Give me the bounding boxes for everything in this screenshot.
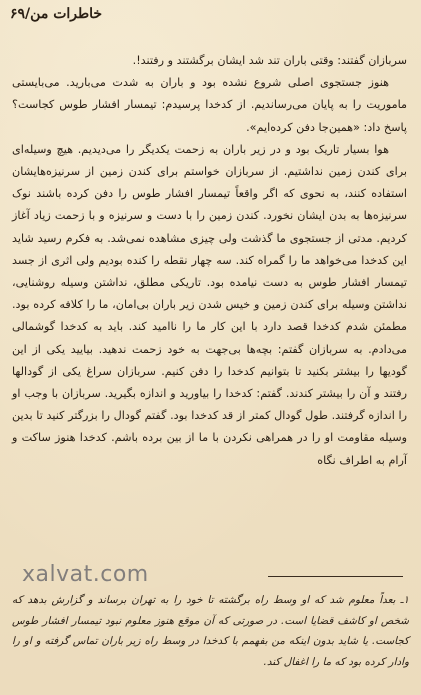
- footnote-divider: [268, 576, 403, 577]
- paragraph: هنوز جستجوی اصلی شروع نشده بود و باران به شدت می‌بارید. می‌بایستی ماموریت را به پایان می‌رساندیم. از کدخدا پرسیدم: تیمسار افشار طوس کجاست؟ پاسخ داد: «همین‌جا دفن کرده‌ایم».: [12, 76, 407, 134]
- footnote: [12, 590, 409, 672]
- watermark: xalvat.com: [22, 562, 149, 587]
- footnote-text: ۱ـ بعداً معلوم شد که او وسط راه برگشته تا خود را به تهران برساند و گزارش بدهد که شخص او کاشف قضایا است. در صورتی که آن موقع هنوز معلوم نبود تیمسار افشار طوس کجاست. یا شاید بدون اینکه من بفهمم با کدخدا در وسط راه زیر باران تماس گرفته و او را وادار کرده بود که ما را اغفال کند.: [12, 594, 409, 668]
- paragraph: سربازان گفتند: وقتی باران تند شد ایشان برگشتند و رفتند!.: [132, 54, 407, 67]
- main-text: [12, 50, 407, 472]
- paragraph: هوا بسیار تاریک بود و در زیر باران به زحمت یکدیگر را می‌دیدیم. هیچ وسیله‌ای برای کندن زمین نداشتیم. از سربازان خواستم برای کندن زمین از سرنیزه‌هایشان استفاده کنند، به نحوی که اگر واقعاً تیمسار افشار طوس را دفن کرده باشند نوک سرنیزه‌ها به بدن ایشان نخورد. کندن زمین را با دست و سرنیزه و با زحمت زیاد آغاز کردیم. مدتی از جستجوی ما گذشت ولی چیزی مشاهده نمی‌شد. به فکرم رسید شاید این کدخدا می‌خواهد ما را گمراه کند. سه چهار نقطه را کنده بودیم ولی اثری از جسد تیمسار افشار طوس به دست نیامده بود. تاریکی مطلق، نداشتن وسیله روشنایی، نداشتن وسیله برای کندن زمین و خیس شدن زیر باران بی‌امان، ما را کلافه کرده بود. مطمئن شدم کدخدا قصد دارد با این کار ما را ناامید کند. باید به کدخدا گوشمالی می‌دادم. به سربازان گفتم: بچه‌ها بی‌جهت به خود زحمت ندهید. بیایید یکی از این گودیها را بیشتر بکنید تا بتوانیم کدخدا را دفن کنیم. سربازان سراغ یکی از گودالها رفتند و آن را بیشتر کندند. گفتم: کدخدا را بیاورید و اندازه بگیرید. سربازان با وجب او را اندازه گرفتند. طول گودال کمتر از قد کدخدا بود. گفتم گودال را بزرگتر کنید تا بدین وسیله مقاومت او را در همراهی نکردن با ما از بین برده باشم. کدخدا هنوز ساکت و آرام به اطراف نگاه: [12, 142, 407, 467]
- page-header: خاطرات من/۶۹: [10, 6, 103, 22]
